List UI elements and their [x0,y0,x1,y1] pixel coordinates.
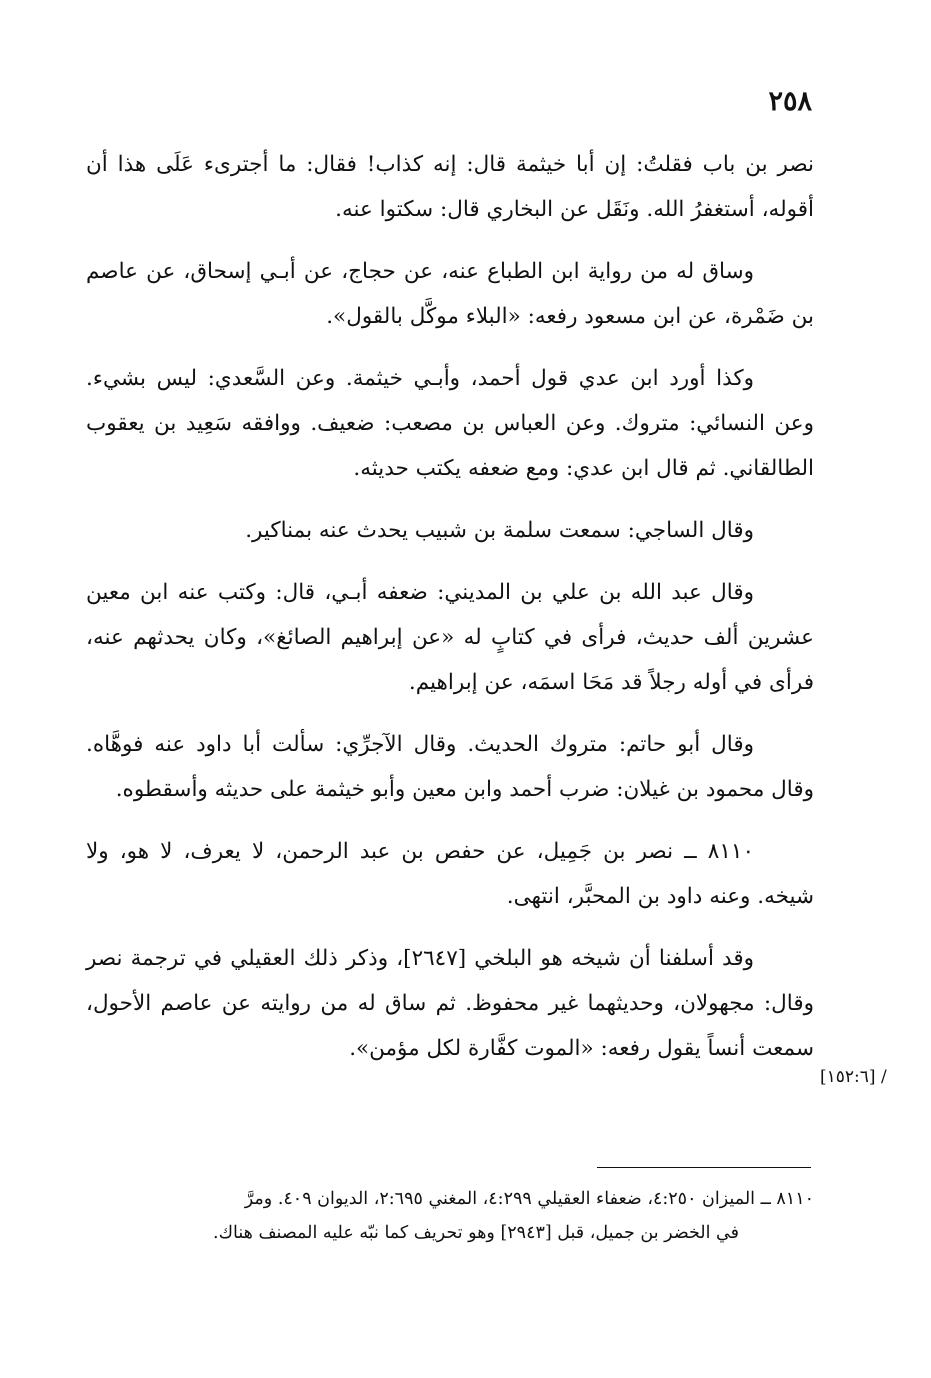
paragraph-8: وقد أسلفنا أن شيخه هو البلخي [٢٦٤٧]، وذكر ذلك العقيلي في ترجمة نصر وقال: مجهولان، وحديثهما غير محفوظ. ثم ساق له من روايته عن عاصم الأحول، سمعت أنساً يقول رفعه: «الموت كفَّارة لكل مؤمن». [86,946,814,1061]
footnote [86,1182,814,1250]
paragraph-5: وقال عبد الله بن علي بن المديني: ضعفه أبـي، قال: وكتب عنه ابن معين عشرين ألف حديث، فرأى في كتابٍ له «عن إبراهيم الصائغ»، وكان يحدثهم عنه، فرأى في أوله رجلاً قد مَحَا اسمَه، عن إبراهيم. [86,580,814,695]
footnote-divider [597,1167,811,1168]
paragraph-2: وساق له من رواية ابن الطباع عنه، عن حجاج، عن أبـي إسحاق، عن عاصم بن ضَمْرة، عن ابن مسعود رفعه: «البلاء موكَّل بالقول». [86,259,814,329]
paragraph-4: وقال الساجي: سمعت سلمة بن شبيب يحدث عنه بمناكير. [245,518,754,543]
margin-reference: [١٥٢:٦] / [820,1067,887,1087]
paragraph-6: وقال أبو حاتم: متروك الحديث. وقال الآجرِّي: سألت أبا داود عنه فوهَّاه. وقال محمود بن غيلان: ضرب أحمد وابن معين وأبو خيثمة على حديثه وأسقطوه. [86,732,814,802]
main-text [86,142,814,1088]
page-number: ٢٥٨ [768,86,812,117]
entry-8110: ٨١١٠ ــ نصر بن جَمِيل، عن حفص بن عبد الرحمن، لا يعرف، لا هو، ولا شيخه. وعنه داود بن المحبَّر، انتهى. [86,839,814,909]
paragraph-3: وكذا أورد ابن عدي قول أحمد، وأبـي خيثمة. وعن السَّعدي: ليس بشيء. وعن النسائي: متروك. وعن العباس بن مصعب: ضعيف. ووافقه سَعِيد بن يعقوب الطالقاني. ثم قال ابن عدي: ومع ضعفه يكتب حديثه. [86,366,814,481]
footnote-line-1: ٨١١٠ ــ الميزان ٤:٢٥٠، ضعفاء العقيلي ٤:٢٩٩، المغني ٢:٦٩٥، الديوان ٤٠٩. ومرَّ [244,1189,814,1209]
paragraph-1: نصر بن باب فقلتُ: إن أبا خيثمة قال: إنه كذاب! فقال: ما أجترىء عَلَى هذا أن أقوله، أستغفرُ الله. ونَقَل عن البخاري قال: سكتوا عنه. [86,152,814,222]
footnote-line-2: في الخضر بن جميل، قبل [٢٩٤٣] وهو تحريف كما نبّه عليه المصنف هناك. [213,1223,739,1243]
